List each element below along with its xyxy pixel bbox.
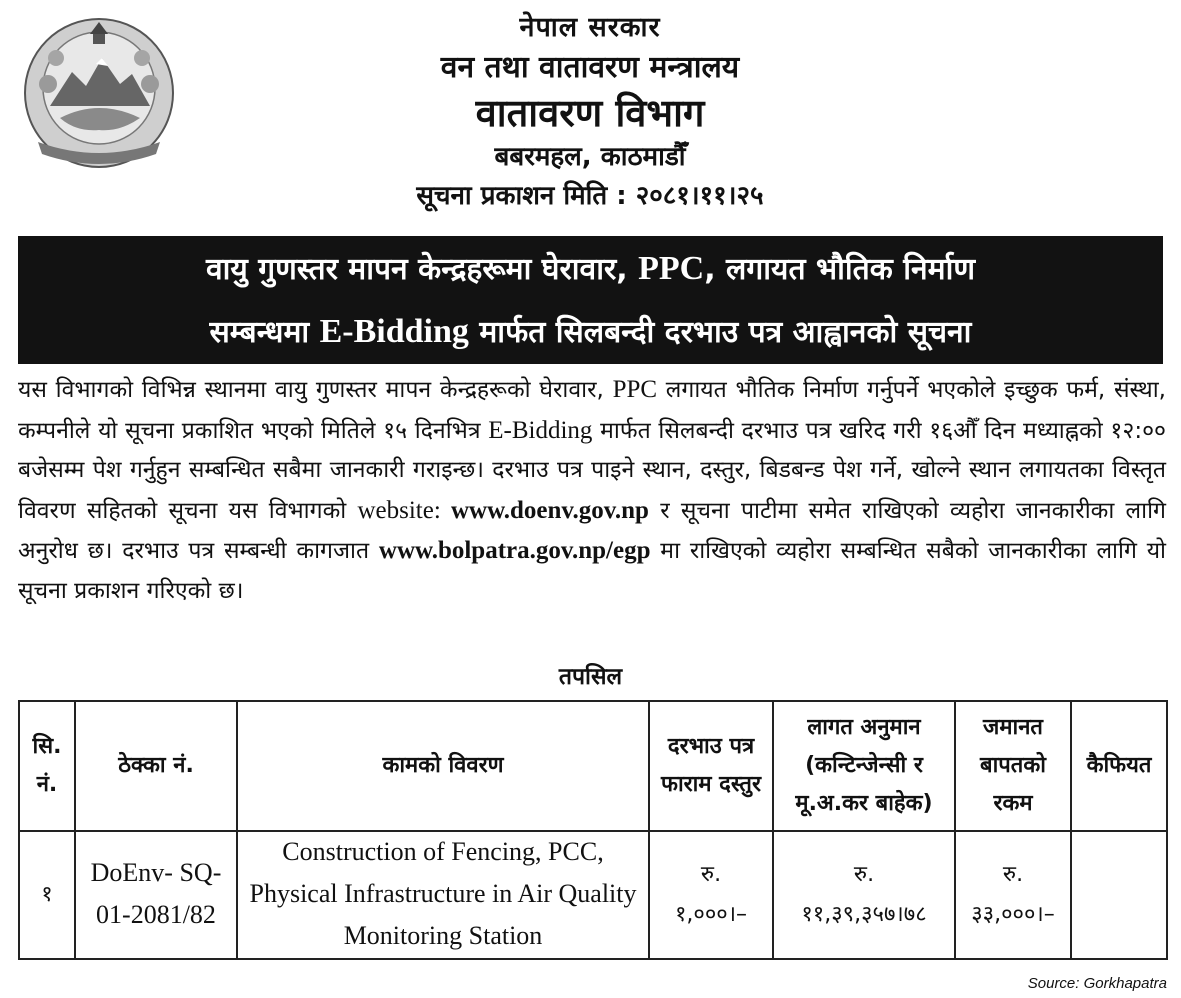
body-text: PPC — [612, 376, 658, 403]
title-text: E-Bidding — [319, 313, 469, 350]
table-header-row — [19, 701, 1167, 831]
nepal-emblem-icon — [20, 14, 178, 172]
cell-contract-no — [75, 831, 237, 959]
contract-no-text: DoEnv- SQ-01-2081/82 — [90, 858, 222, 929]
header-cost-estimate: लागत अनुमान (कन्टिन्जेन्सी र मू.अ.कर बाहेक) — [773, 701, 955, 831]
body-text: मार्फत सिलबन्दी दरभाउ पत्र खरिद गरी १६औँ दिन मध्याह्नको १२:०० बजेसम्म पेश गर्नुहुन सम्बन्धित सबैमा जानकारी गराइन्छ। दरभाउ पत्र पाइने स्थान, दस्तुर, बिडबन्ड पेश गर्ने, खोल्ने स्थान लगायतका विस्तृत विवरण सहितको सूचना यस विभागको — [18, 417, 1166, 524]
currency-prefix: रु. — [1002, 862, 1024, 887]
header-description: कामको विवरण — [237, 701, 649, 831]
cell-form-fee — [649, 831, 773, 959]
body-text: लगायत भौतिक निर्माण गर्नुपर्ने भएकोले इच्छुक फर्म, संस्था, कम्पनीले यो सूचना प्रकाशित भएको मितिले १५ दिनभित्र — [18, 377, 1166, 444]
source-credit: Source: Gorkhapatra — [1027, 975, 1167, 992]
title-text: PPC — [638, 250, 705, 287]
cell-cost-estimate — [773, 831, 955, 959]
cell-sn: १ — [19, 831, 75, 959]
bolpatra-website-link[interactable]: www.bolpatra.gov.np/egp — [378, 537, 651, 564]
government-name: नेपाल सरकार — [519, 12, 661, 43]
body-text: मा राखिएको व्यहोरा सम्बन्धित सबैको जानकारीका लागि यो सूचना प्रकाशन गरिएको छ। — [18, 538, 1167, 604]
body-text: E-Bidding — [488, 416, 593, 444]
title-line-2 — [18, 301, 1163, 364]
cell-security — [955, 831, 1071, 959]
title-text: मार्फत सिलबन्दी दरभाउ पत्र आह्वानको सूचना — [468, 315, 972, 350]
tender-table — [18, 700, 1168, 960]
header-form-fee: दरभाउ पत्र फाराम दस्तुर — [649, 701, 773, 831]
title-line-1 — [18, 238, 1163, 301]
ministry-name: वन तथा वातावरण मन्त्रालय — [440, 50, 740, 85]
cost-estimate-value: ११,३९,३५७।७८ — [801, 902, 927, 927]
notice-body — [18, 370, 1166, 611]
table-row — [19, 831, 1167, 959]
cell-remarks — [1071, 831, 1167, 959]
form-fee-value: १,०००।– — [674, 902, 748, 927]
address: बबरमहल, काठमाडौँ — [494, 142, 686, 172]
header-remarks: कैफियत — [1071, 701, 1167, 831]
security-value: ३३,०००।– — [971, 902, 1055, 927]
body-text: यस विभागको विभिन्न स्थानमा वायु गुणस्तर मापन केन्द्रहरूको घेरावार, — [18, 377, 613, 403]
header-security: जमानत बापतको रकम — [955, 701, 1071, 831]
cell-description — [237, 831, 649, 959]
title-text: वायु गुणस्तर मापन केन्द्रहरूमा घेरावार, — [205, 252, 639, 287]
doenv-website-link[interactable]: www.doenv.gov.np — [450, 496, 649, 524]
currency-prefix: रु. — [700, 862, 722, 887]
body-text: र सूचना पाटीमा समेत राखिएको व्यहोरा जानकारीका लागि अनुरोध छ। दरभाउ पत्र सम्बन्धी कागजात — [18, 497, 1166, 564]
publication-date: सूचना प्रकाशन मिति : २०८१।११।२५ — [416, 181, 764, 211]
header-contract-no: ठेक्का नं. — [75, 701, 237, 831]
title-text: , लगायत भौतिक निर्माण — [704, 252, 976, 287]
description-text: Construction of Fencing, PCC, Physical Infrastructure in Air Quality Monitoring Station — [249, 837, 637, 950]
currency-prefix: रु. — [853, 862, 875, 887]
schedule-label: तपसिल — [558, 664, 623, 690]
title-text: सम्बन्धमा — [209, 315, 320, 350]
department-name: वातावरण विभाग — [475, 91, 705, 135]
body-text: website: — [357, 496, 451, 524]
notice-header — [190, 8, 990, 216]
header-sn: सि. नं. — [19, 701, 75, 831]
notice-title-banner — [18, 236, 1163, 364]
